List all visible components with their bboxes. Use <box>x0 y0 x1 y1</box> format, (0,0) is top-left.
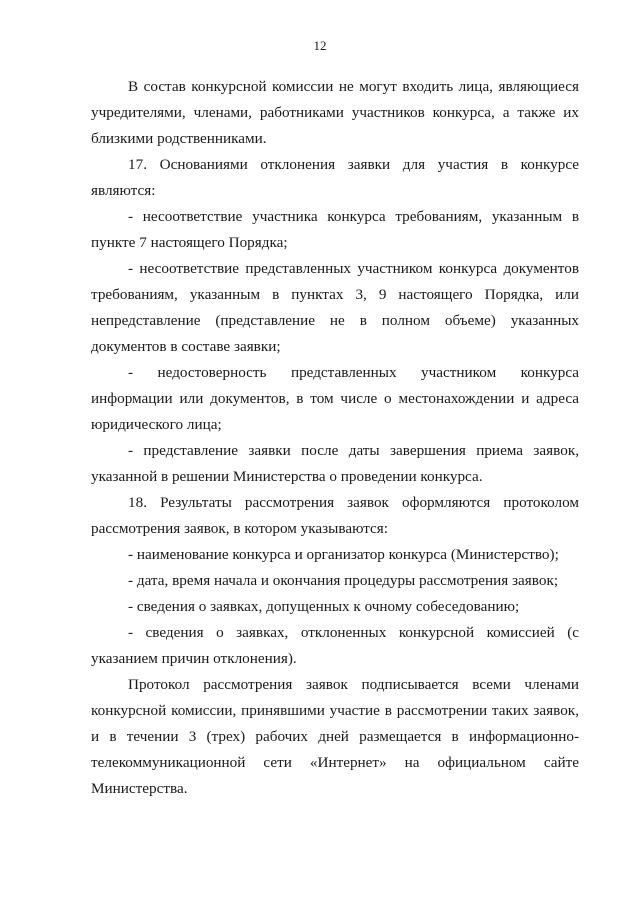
paragraph-18-heading: 18. Результаты рассмотрения заявок оформляются протоколом рассмотрения заявок, в котором указываются: <box>91 494 579 537</box>
list-item-rejection-1: - несоответствие участника конкурса требованиям, указанным в пункте 7 настоящего Порядка; <box>91 208 579 251</box>
list-item-protocol-1: - наименование конкурса и организатор конкурса (Министерство); <box>128 546 559 563</box>
list-item-rejection-2: - несоответствие представленных участником конкурса документов требованиям, указанным в пунктах 3, 9 настоящего Порядка, или непредставление (представление не в полном объеме) указанных документов в составе заявки; <box>91 260 579 355</box>
page-number: 12 <box>313 38 327 53</box>
paragraph-protocol-signing: Протокол рассмотрения заявок подписывается всеми членами конкурсной комиссии, принявшими участие в рассмотрении таких заявок, и в течении 3 (трех) рабочих дней размещается в информационно-телекоммуникационной сети «Интернет» на официальном сайте Министерства. <box>91 676 579 797</box>
list-item-protocol-4: - сведения о заявках, отклоненных конкурсной комиссией (с указанием причин отклонения). <box>91 624 579 667</box>
list-item-protocol-2: - дата, время начала и окончания процедуры рассмотрения заявок; <box>128 572 559 589</box>
document-body <box>91 74 579 802</box>
paragraph-commission-composition: В состав конкурсной комиссии не могут входить лица, являющиеся учредителями, членами, работниками участников конкурса, а также их близкими родственниками. <box>91 78 579 147</box>
paragraph-17-heading: 17. Основаниями отклонения заявки для участия в конкурсе являются: <box>91 156 579 199</box>
list-item-rejection-3: - недостоверность представленных участником конкурса информации или документов, в том числе о местонахождении и адреса юридического лица; <box>91 364 579 433</box>
list-item-rejection-4: - представление заявки после даты завершения приема заявок, указанной в решении Министерства о проведении конкурса. <box>91 442 579 485</box>
list-item-protocol-3: - сведения о заявках, допущенных к очному собеседованию; <box>128 598 520 615</box>
